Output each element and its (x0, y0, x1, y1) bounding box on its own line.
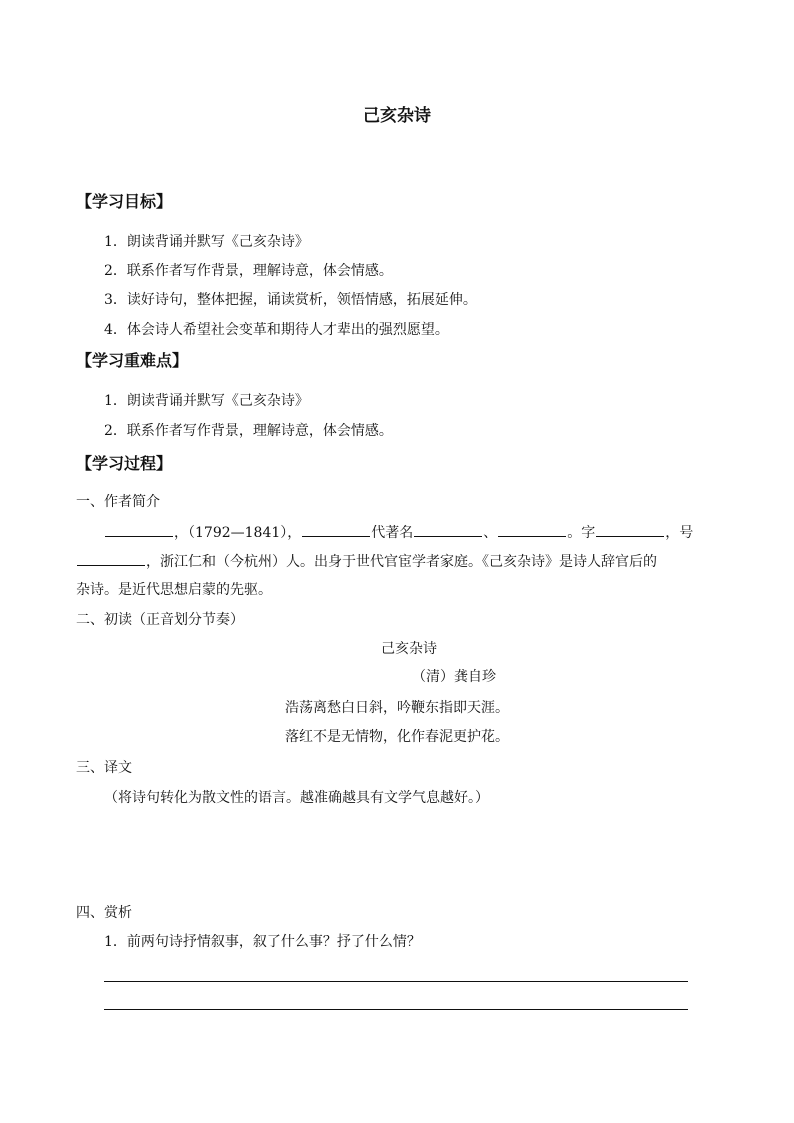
author-line-2-text: ，浙江仁和（今杭州）人。出身于世代官宦学者家庭。《己亥杂诗》是诗人辞官后的 (146, 554, 657, 570)
appreciation-question-1: 1．前两句诗抒情叙事，叙了什么事？抒了什么情？ (104, 934, 421, 950)
section-heading-key-points: 【学习重难点】 (76, 351, 189, 370)
section-heading-process: 【学习过程】 (76, 454, 173, 473)
blank-identity-2[interactable] (498, 522, 566, 537)
poem-line-2: 落红不是无情物，化作春泥更护花。 (285, 729, 509, 745)
answer-line-2[interactable] (104, 1009, 688, 1010)
objective-item-2: 2．联系作者写作背景，理解诗意，体会情感。 (104, 263, 393, 279)
poem-title: 己亥杂诗 (381, 641, 437, 657)
subsection-reading-heading: 二、初读（正音划分节奏） (76, 612, 244, 628)
subsection-author-heading: 一、作者简介 (76, 494, 160, 510)
blank-identity-1[interactable] (414, 522, 482, 537)
author-dun: 、 (483, 525, 498, 541)
answer-line-1[interactable] (104, 981, 688, 982)
author-zi: 。字 (567, 525, 596, 541)
subsection-translation-heading: 三、译文 (76, 760, 132, 776)
blank-pen-name[interactable] (77, 551, 145, 566)
blank-name[interactable] (105, 522, 173, 537)
author-fill-line-1 (104, 522, 693, 543)
author-hao: ，号 (665, 525, 694, 541)
poem-author: （清）龚自珍 (412, 669, 496, 685)
author-years: ，（1792—1841）， (174, 525, 302, 541)
objective-item-1: 1．朗读背诵并默写《己亥杂诗》 (104, 234, 309, 250)
page-title: 己亥杂诗 (363, 106, 431, 126)
subsection-appreciation-heading: 四、赏析 (76, 905, 132, 921)
key-point-item-1: 1．朗读背诵并默写《己亥杂诗》 (104, 393, 309, 409)
author-dai-zhuming: 代著名 (371, 525, 414, 541)
translation-note: （将诗句转化为散文性的语言。越准确越具有文学气息越好。） (104, 790, 489, 806)
objective-item-4: 4．体会诗人希望社会变革和期待人才辈出的强烈愿望。 (104, 322, 449, 338)
objective-item-3: 3．读好诗句，整体把握，诵读赏析，领悟情感，拓展延伸。 (104, 292, 477, 308)
blank-courtesy-name[interactable] (596, 522, 664, 537)
author-fill-line-2 (76, 551, 657, 572)
section-heading-objectives: 【学习目标】 (76, 192, 173, 211)
poem-line-1: 浩荡离愁白日斜，吟鞭东指即天涯。 (285, 700, 509, 716)
author-line-3: 杂诗。是近代思想启蒙的先驱。 (76, 582, 272, 598)
key-point-item-2: 2．联系作者写作背景，理解诗意，体会情感。 (104, 423, 393, 439)
blank-dynasty[interactable] (302, 522, 370, 537)
